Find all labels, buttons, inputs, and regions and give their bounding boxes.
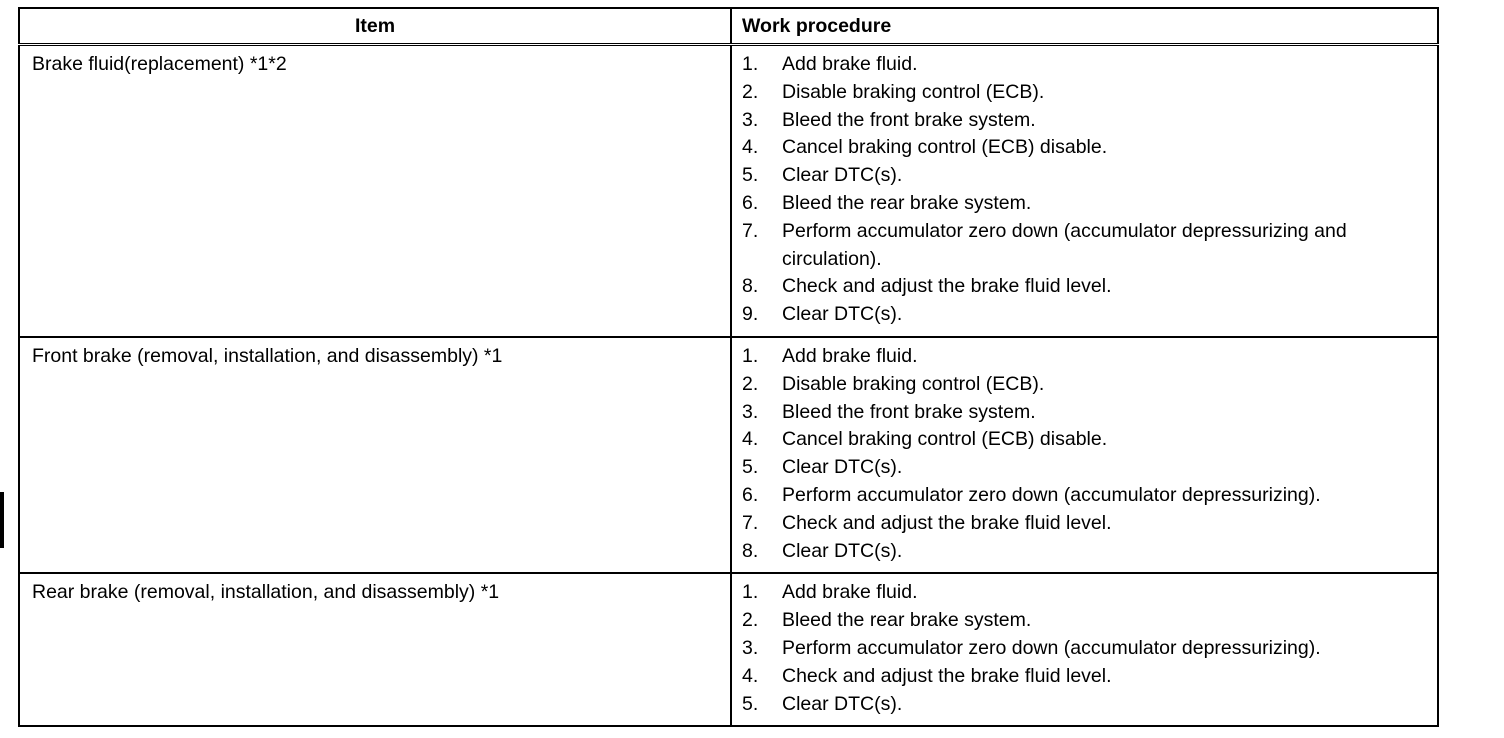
column-header-item: Item xyxy=(19,8,731,45)
procedure-step xyxy=(742,79,1427,107)
step-text: Bleed the front brake system. xyxy=(782,400,1036,423)
step-text: Add brake fluid. xyxy=(782,344,918,367)
step-number: 7. xyxy=(742,219,759,242)
step-text: Check and adjust the brake fluid level. xyxy=(782,511,1112,534)
table-body xyxy=(19,45,1438,727)
step-number: 3. xyxy=(742,636,759,659)
step-number: 1. xyxy=(742,53,759,75)
step-number: 3. xyxy=(742,400,759,423)
step-text: Clear DTC(s). xyxy=(782,456,903,479)
procedure-step xyxy=(742,691,1427,719)
step-text: Cancel braking control (ECB) disable. xyxy=(782,136,1108,159)
procedure-step xyxy=(742,273,1427,301)
step-number: 9. xyxy=(742,303,759,326)
step-number: 2. xyxy=(742,372,759,395)
step-number: 6. xyxy=(742,191,759,214)
step-number: 5. xyxy=(742,164,759,187)
procedure-steps-list xyxy=(742,579,1427,718)
table-header-row xyxy=(19,8,1438,45)
procedure-step xyxy=(742,663,1427,691)
procedure-step xyxy=(742,538,1427,566)
change-bar xyxy=(0,492,4,548)
step-text: Clear DTC(s). xyxy=(782,539,903,562)
step-text: Clear DTC(s). xyxy=(782,164,903,187)
step-text: Cancel braking control (ECB) disable. xyxy=(782,428,1108,451)
step-text: Add brake fluid. xyxy=(782,581,918,604)
work-procedure-cell xyxy=(731,337,1438,573)
step-number: 5. xyxy=(742,692,759,715)
step-text: Perform accumulator zero down (accumulator depressurizing). xyxy=(782,483,1321,506)
procedure-step xyxy=(742,107,1427,135)
step-number: 4. xyxy=(742,664,759,687)
step-number: 1. xyxy=(742,344,759,367)
procedure-step xyxy=(742,482,1427,510)
procedure-step xyxy=(742,510,1427,538)
step-text: Check and adjust the brake fluid level. xyxy=(782,664,1112,687)
procedure-step xyxy=(742,301,1427,329)
item-cell: Rear brake (removal, installation, and disassembly) *1 xyxy=(19,573,731,726)
step-text: Perform accumulator zero down (accumulator depressurizing and circulation). xyxy=(782,219,1347,270)
procedure-step xyxy=(742,162,1427,190)
table-row xyxy=(19,45,1438,337)
procedure-step xyxy=(742,343,1427,371)
step-text: Disable braking control (ECB). xyxy=(782,80,1045,103)
step-number: 2. xyxy=(742,80,759,103)
procedure-step xyxy=(742,635,1427,663)
table-row xyxy=(19,337,1438,573)
step-text: Bleed the rear brake system. xyxy=(782,609,1032,632)
item-cell: Brake fluid(replacement) *1*2 xyxy=(19,45,731,337)
step-number: 7. xyxy=(742,511,759,534)
step-number: 4. xyxy=(742,428,759,451)
table-row xyxy=(19,573,1438,726)
procedure-step xyxy=(742,579,1427,607)
step-text: Disable braking control (ECB). xyxy=(782,372,1045,395)
step-text: Perform accumulator zero down (accumulator depressurizing). xyxy=(782,636,1321,659)
work-procedure-cell xyxy=(731,45,1438,337)
procedure-step xyxy=(742,371,1427,399)
procedure-step xyxy=(742,426,1427,454)
step-number: 8. xyxy=(742,539,759,562)
column-header-work-procedure: Work procedure xyxy=(731,8,1438,45)
step-text: Bleed the front brake system. xyxy=(782,108,1036,131)
step-text: Clear DTC(s). xyxy=(782,303,903,326)
procedure-step xyxy=(742,454,1427,482)
procedure-step xyxy=(742,134,1427,162)
step-number: 6. xyxy=(742,483,759,506)
step-number: 5. xyxy=(742,456,759,479)
procedure-step xyxy=(742,190,1427,218)
procedure-step xyxy=(742,51,1427,79)
step-text: Check and adjust the brake fluid level. xyxy=(782,275,1112,298)
step-number: 2. xyxy=(742,609,759,632)
step-number: 3. xyxy=(742,108,759,131)
work-procedure-table xyxy=(18,7,1439,727)
step-number: 1. xyxy=(742,581,759,604)
step-number: 4. xyxy=(742,136,759,159)
step-text: Bleed the rear brake system. xyxy=(782,191,1032,214)
procedure-step xyxy=(742,399,1427,427)
procedure-steps-list xyxy=(742,51,1427,329)
step-number: 8. xyxy=(742,275,759,298)
item-cell: Front brake (removal, installation, and disassembly) *1 xyxy=(19,337,731,573)
procedure-step xyxy=(742,607,1427,635)
step-text: Add brake fluid. xyxy=(782,53,918,75)
step-text: Clear DTC(s). xyxy=(782,692,903,715)
procedure-steps-list xyxy=(742,343,1427,565)
procedure-step xyxy=(742,218,1427,274)
work-procedure-cell xyxy=(731,573,1438,726)
